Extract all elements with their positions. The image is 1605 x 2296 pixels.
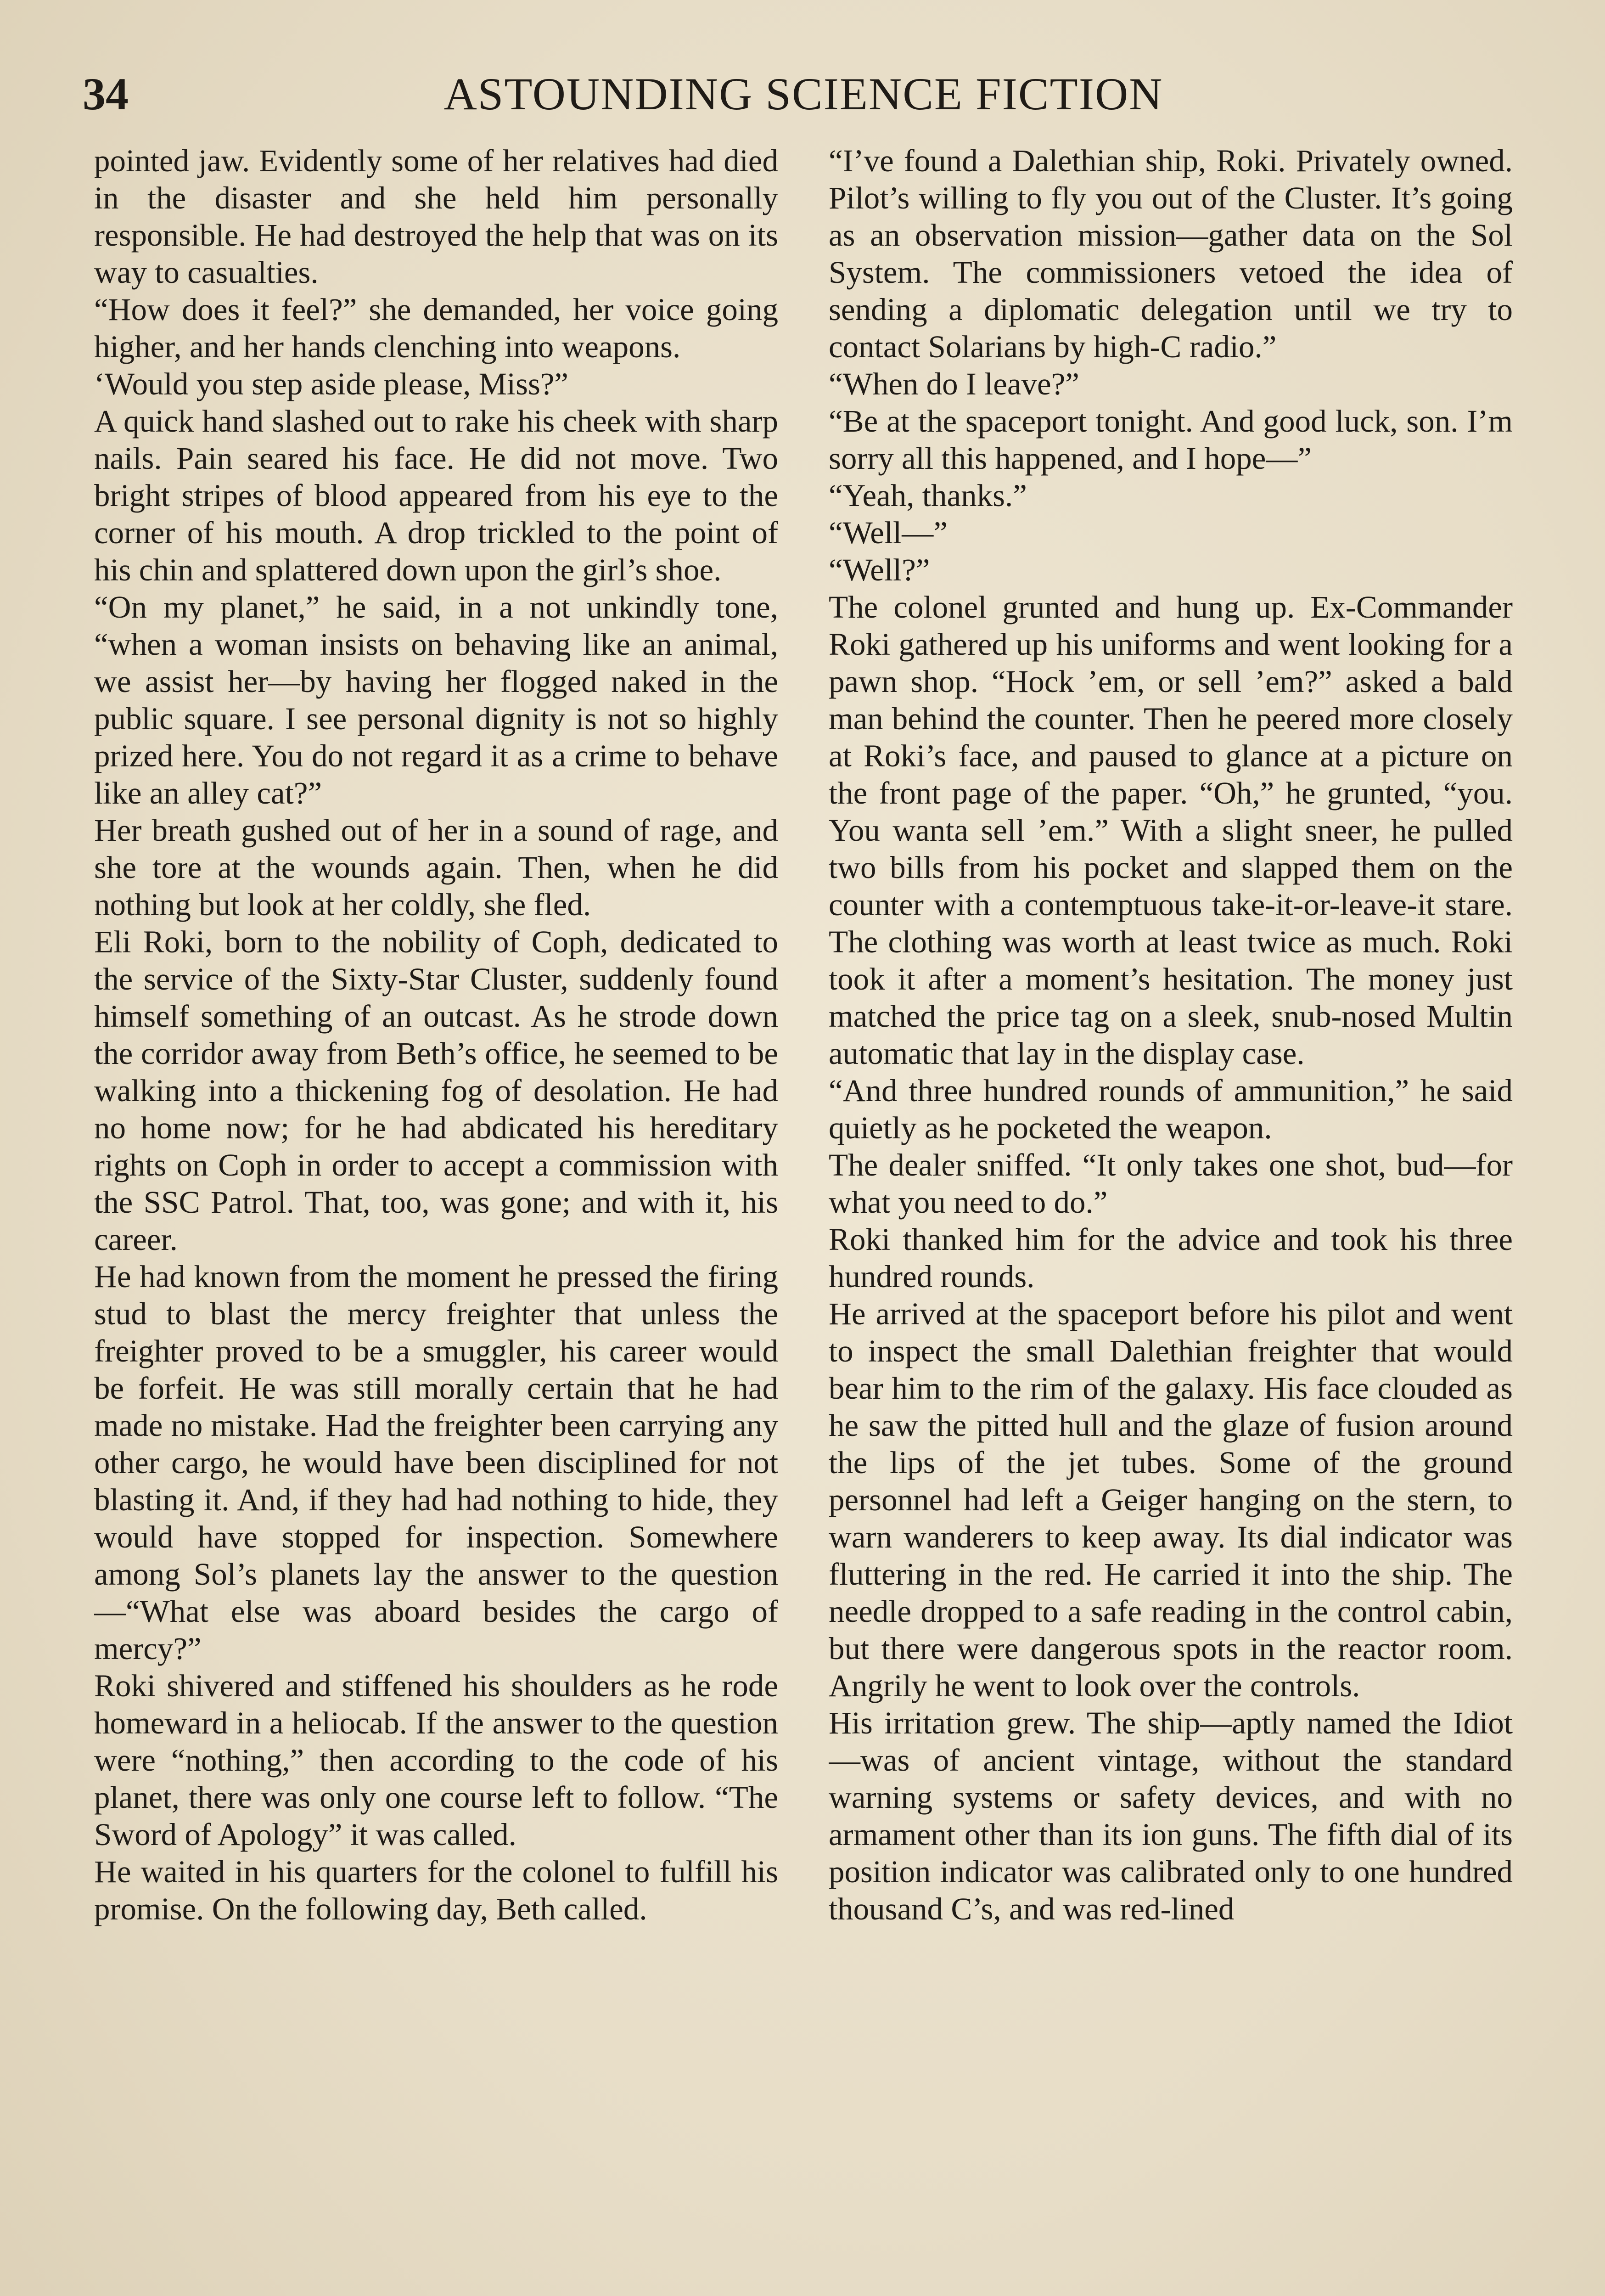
paragraph: “On my planet,” he said, in a not unkindly tone, “when a woman insists on behaving like an animal, we assist her—by having her flogged naked in the public square. I see personal dignity is not so highly prized here. You do not regard it as a crime to behave like an alley cat?” — [94, 590, 778, 810]
paragraph: He waited in his quarters for the colonel to fulfill his promise. On the following day, Beth called. — [94, 1854, 778, 1926]
paragraph: Her breath gushed out of her in a sound of rage, and she tore at the wounds again. Then, when he did nothing but look at her coldly, she fled. — [94, 813, 778, 922]
paragraph: His irritation grew. The ship—aptly named the Idiot—was of ancient vintage, without the standard warning systems or safety devices, and with no armament other than its ion guns. The fifth dial of its position indicator was calibrated only to one hundred thousand C’s, and was red-lined — [829, 1705, 1513, 1926]
paragraph: “Well?” — [829, 552, 930, 587]
paragraph: Eli Roki, born to the nobility of Coph, dedicated to the service of the Sixty-Star Cluster, suddenly found himself something of an outcast. As he strode down the corridor away from Beth’s office, he seemed to be walking into a thickening fog of desolation. He had no home now; for he had abdicated his hereditary rights on Coph in order to accept a commission with the SSC Patrol. That, too, was gone; and with it, his career. — [94, 924, 778, 1257]
paragraph: “And three hundred rounds of ammunition,” he said quietly as he pocketed the weapon. — [829, 1073, 1513, 1145]
page-number: 34 — [83, 68, 129, 119]
paragraph: “Be at the spaceport tonight. And good luck, son. I’m sorry all this happened, and I hope—” — [829, 404, 1513, 476]
paragraph: A quick hand slashed out to rake his cheek with sharp nails. Pain seared his face. He did not move. Two bright stripes of blood appeared from his eye to the corner of his mouth. A drop trickled to the point of his chin and splattered down upon the girl’s shoe. — [94, 404, 778, 587]
paragraph: “How does it feel?” she demanded, her voice going higher, and her hands clenching into weapons. — [94, 292, 778, 364]
paragraph: ‘Would you step aside please, Miss?” — [94, 366, 569, 401]
paragraph: pointed jaw. Evidently some of her relatives had died in the disaster and she held him personally responsible. He had destroyed the help that was on its way to casualties. — [94, 143, 778, 290]
paragraph: “I’ve found a Dalethian ship, Roki. Privately owned. Pilot’s willing to fly you out of the Cluster. It’s going as an observation mission—gather data on the Sol System. The commissioners vetoed the idea of sending a diplomatic delegation until we try to contact Solarians by high-C radio.” — [829, 143, 1513, 364]
paragraph: “Yeah, thanks.” — [829, 478, 1027, 513]
page-header — [83, 60, 1524, 129]
paragraph: Roki shivered and stiffened his shoulders as he rode homeward in a heliocab. If the answer to the question were “nothing,” then according to the code of his planet, there was only one course left to follow. “The Sword of Apology” it was called. — [94, 1668, 778, 1852]
paragraph: The dealer sniffed. “It only takes one shot, bud—for what you need to do.” — [829, 1148, 1513, 1220]
left-column — [94, 142, 778, 2296]
paragraph: He arrived at the spaceport before his pilot and went to inspect the small Dalethian freighter that would bear him to the rim of the galaxy. His face clouded as he saw the pitted hull and the glaze of fusion around the lips of the jet tubes. Some of the ground personnel had left a Geiger hanging on the stern, to warn wanderers to keep away. Its dial indicator was fluttering in the red. He carried it into the ship. The needle dropped to a safe reading in the control cabin, but there were dangerous spots in the reactor room. Angrily he went to look over the controls. — [829, 1296, 1513, 1703]
paragraph: The colonel grunted and hung up. Ex-Commander Roki gathered up his uniforms and went looking for a pawn shop. “Hock ’em, or sell ’em?” asked a bald man behind the counter. Then he peered more closely at Roki’s face, and paused to glance at a picture on the front page of the paper. “Oh,” he grunted, “you. You wanta sell ’em.” With a slight sneer, he pulled two bills from his pocket and slapped them on the counter with a contemptuous take-it-or-leave-it stare. The clothing was worth at least twice as much. Roki took it after a moment’s hesitation. The money just matched the price tag on a sleek, snub-nosed Multin automatic that lay in the display case. — [829, 590, 1513, 1071]
paragraph: He had known from the moment he pressed the firing stud to blast the mercy freighter that unless the freighter proved to be a smuggler, his career would be forfeit. He was still morally certain that he had made no mistake. Had the freighter been carrying any other cargo, he would have been disciplined for not blasting it. And, if they had had nothing to hide, they would have stopped for inspection. Somewhere among Sol’s planets lay the answer to the question—“What else was aboard besides the cargo of mercy?” — [94, 1259, 778, 1666]
paragraph: “Well—” — [829, 515, 948, 550]
running-title: ASTOUNDING SCIENCE FICTION — [443, 68, 1163, 119]
paragraph: Roki thanked him for the advice and took his three hundred rounds. — [829, 1222, 1513, 1294]
paragraph: “When do I leave?” — [829, 366, 1079, 401]
right-column — [829, 142, 1513, 2296]
